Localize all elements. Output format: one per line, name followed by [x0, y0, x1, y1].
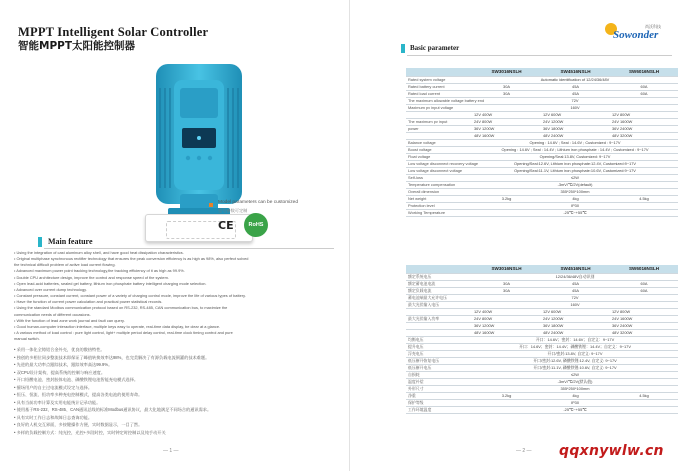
row-label: 净重: [406, 392, 472, 399]
table-row: [406, 406, 678, 413]
model-header-cell: SW6016NSLH: [610, 68, 678, 76]
value-cell: ≤2W: [472, 371, 678, 378]
table-row: [406, 273, 678, 280]
row-label: The maximum allowable voltage battery end: [408, 97, 485, 103]
value-cell: Opening : 14.6V ; Seal : 14.6V ; Customized : 9~17V: [472, 139, 678, 146]
row-label: 最大光伏输入功率: [406, 315, 472, 322]
table-row: [406, 125, 678, 132]
table-row: [406, 111, 678, 118]
table-row: [406, 118, 678, 125]
value-cell: Opening : 14.6V ; Seal : 14.4V ; Lithium iron phosphate : 14.4V ; Customized : 9~17V: [472, 146, 678, 153]
value-cell: 12V 600W: [541, 111, 610, 118]
feature-line: • Advanced over current dump technology.: [14, 286, 87, 292]
value-cell: 24V 1600W: [610, 315, 678, 322]
features-en-list: [14, 250, 336, 342]
table-row: [406, 294, 678, 301]
value-cell: 48V 2400W: [541, 329, 610, 336]
table-row: [406, 301, 678, 308]
feature-line: • Double CPU architecture design, improve the control and response speed of the system.: [14, 274, 169, 280]
value-cell: 30A: [472, 287, 541, 294]
feature-line: • 擅场用户的自主过电流模式设定与选择。: [14, 384, 93, 390]
table-row: [406, 90, 678, 97]
value-cell: 36V 1200W: [472, 125, 541, 132]
spec-table-en: [406, 68, 678, 217]
value-cell: 48V 3200W: [610, 329, 678, 336]
row-label: Net weight: [406, 195, 472, 202]
table-row: [406, 76, 678, 83]
feature-line: • 恒压、恒流、恒功率多种充电控制模式，提高各类电池的使用寿命。: [14, 392, 143, 398]
value-cell: 3.2kg: [472, 392, 541, 399]
note-en: Model parameters can be customized: [218, 200, 298, 205]
value-cell: 45A: [541, 90, 610, 97]
value-cell: 开口/密封:11.1V, 磷酸铁锂:10.6V, 自定义: 9~17V: [472, 364, 678, 371]
model-header-cell: SW6016NSLH: [610, 265, 678, 273]
value-cell: 12V 800W: [610, 111, 678, 118]
model-header-cell: SW4516NSLH: [541, 68, 610, 76]
value-cell: Automatic identification of 12/24/36/48V: [472, 76, 678, 83]
value-cell: 4.5kg: [610, 392, 678, 399]
row-label: [406, 329, 472, 336]
feature-line: • 开口铅酸电池、密封胶体电池、磷酸铁锂电池智能充电模式选择。: [14, 377, 139, 383]
row-label: 外形尺寸: [406, 385, 472, 392]
value-cell: 24V 1600W: [610, 118, 678, 125]
table-row: [406, 188, 678, 195]
row-label: 额定蓄电池电流: [406, 280, 472, 287]
header-cell: [406, 265, 472, 273]
row-label: Rated battery current: [406, 83, 472, 90]
section-marker-icon: [38, 237, 42, 247]
value-cell: 开口：14.6V；密封：14.6V；自定义：9~17V: [472, 336, 678, 343]
table-row: [406, 280, 678, 287]
table-row: [406, 287, 678, 294]
value-cell: 72V: [472, 97, 678, 104]
main-feature-heading: Main feature: [48, 237, 93, 246]
feature-line: • 双CPU设计架构，提高系统的控制与响应速度。: [14, 369, 106, 375]
value-cell: 24V 800W: [472, 315, 541, 322]
value-cell: 3.2kg: [472, 195, 541, 202]
row-label: Float voltage: [406, 153, 472, 160]
spec-table-cn: [406, 265, 678, 414]
row-label: 保护等级: [406, 399, 472, 406]
feature-line: • 先进的最大功率点跟踪技术，跟踪效率高达99.9%。: [14, 362, 113, 368]
table-row: [406, 378, 678, 385]
row-label: Self-loss: [406, 174, 472, 181]
feature-line: • Advanced maximum power point tracking technology,the tracking efficiency of it as high as 99.9%.: [14, 268, 185, 274]
value-cell: -25℃~+55℃: [472, 406, 678, 413]
table-row: [406, 146, 678, 153]
value-cell: 4kg: [541, 392, 610, 399]
basic-parameter-heading: Basic parameter: [410, 44, 460, 52]
value-cell: 160V: [472, 301, 678, 308]
feature-line: • Using the standard Modbus communication protocol based on RS-232, RS-485, CAN communication bus, to maximize the: [14, 305, 228, 311]
value-cell: 45A: [541, 83, 610, 90]
note-cn: 型号参数可定制: [218, 208, 248, 213]
row-label: Working Temperature: [406, 209, 472, 216]
title-cn: 智能MPPT太阳能控制器: [18, 40, 136, 52]
value-cell: 355*250*100mm: [472, 385, 678, 392]
title-en: MPPT Intelligent Solar Controller: [18, 25, 209, 39]
feature-line: manual switch.: [14, 336, 40, 342]
feature-line: • Have the function of current power calculation and practical power statistical records.: [14, 299, 163, 305]
feature-line: • Open lead-acid batteries, sealed gel battery, lithium iron phosphate battery intelligent charging mode selection.: [14, 280, 207, 286]
table-row: [406, 132, 678, 139]
feature-line: • Constant pressure, constant current, constant power of a variety of charging control mode, improve the life of various types of battery.: [14, 293, 246, 299]
table-header-row: [406, 68, 678, 76]
table-row: [406, 153, 678, 160]
table-row: [406, 392, 678, 399]
value-cell: 36V 2400W: [610, 125, 678, 132]
row-label: 蓄电池端最大允许电压: [406, 294, 472, 301]
value-cell: 48V 1600W: [472, 329, 541, 336]
table-row: [406, 104, 678, 111]
table-header-row: [406, 265, 678, 273]
table-row: [406, 315, 678, 322]
row-label: 最大光伏输入电压: [406, 301, 472, 308]
value-cell: 45A: [541, 287, 610, 294]
feature-line: communication needs of different occasions.: [14, 311, 91, 317]
table-row: [406, 195, 678, 202]
value-cell: -25℃~+55℃: [472, 209, 678, 216]
row-label: 自损耗: [406, 371, 472, 378]
value-cell: 60A: [610, 90, 678, 97]
table-row: [406, 209, 678, 216]
row-label: Temperature compensation: [406, 181, 472, 188]
table-row: [406, 336, 678, 343]
value-cell: 36V 1200W: [472, 322, 541, 329]
model-header-cell: SW3016NSLH: [472, 68, 541, 76]
value-cell: 开口：14.6V；密封：14.4V；磷酸铁锂：14.4V；自定义：9~17V: [472, 343, 678, 350]
table-row: [406, 202, 678, 209]
value-cell: 24V 800W: [472, 118, 541, 125]
row-label: 均衡电压: [406, 336, 472, 343]
value-cell: 4kg: [541, 195, 610, 202]
page-number-left: — 1 —: [163, 448, 179, 454]
table-row: [406, 167, 678, 174]
table-row: [406, 181, 678, 188]
feature-line: • With the function of lead zone work journal and fault can query.: [14, 317, 125, 323]
row-label: 浮充电压: [406, 350, 472, 357]
row-label: Boost voltage: [406, 146, 472, 153]
value-cell: 24V 1200W: [541, 315, 610, 322]
value-cell: Opening/Seal:11.1V, Lithium iron phosphate:10.6V, Customized:9~17V: [472, 167, 678, 174]
page-gutter: [349, 0, 350, 471]
value-cell: 45A: [541, 280, 610, 287]
value-cell: 60A: [610, 287, 678, 294]
row-label: Balance voltage: [406, 139, 472, 146]
value-cell: -3mV/℃/2V(default): [472, 181, 678, 188]
model-header-cell: SW4516NSLH: [541, 265, 610, 273]
section-marker-icon: [401, 44, 405, 53]
row-label: Low voltage disconnect voltage: [406, 167, 472, 174]
logo-text: Sowonder: [613, 29, 659, 41]
row-label: 低压断开电压: [406, 364, 472, 371]
table-row: [406, 322, 678, 329]
value-cell: 36V 2400W: [610, 322, 678, 329]
feature-line: • Using the integration of cast aluminum alloy shell, and have good heat dissipation characteristics.: [14, 250, 184, 255]
value-cell: 48V 3200W: [610, 132, 678, 139]
logo-cn: 尚沃科技: [645, 24, 661, 29]
table-row: [406, 371, 678, 378]
row-label: Rated load current: [406, 90, 472, 97]
value-cell: 12V 400W: [472, 111, 541, 118]
value-cell: 36V 1800W: [541, 125, 610, 132]
value-cell: 48V 1600W: [472, 132, 541, 139]
header-cell: [406, 68, 472, 76]
row-label: [406, 308, 472, 315]
note-bullet-icon: [209, 203, 213, 207]
row-label: Low voltage disconnect recovery voltage: [408, 160, 479, 166]
feature-line: • 采用一体化全铸铝合金外壳，优良的散热特性。: [14, 347, 105, 352]
value-cell: 开口/密封:12.6V, 磷酸铁锂:12.4V, 自定义: 9~17V: [472, 357, 678, 364]
value-cell: 355*250*100mm: [472, 188, 678, 195]
table-row: [406, 385, 678, 392]
feature-line: • 使用基于RS-232、RS-485、CAN通讯总线的标准Modbus通讯协议，最大化地满足不同场合的通讯需求。: [14, 407, 212, 413]
feature-line: • 具有实时工作日志和故障日志查询功能。: [14, 414, 93, 420]
table-row: [406, 350, 678, 357]
row-label: power: [406, 125, 472, 132]
value-cell: 48V 2400W: [541, 132, 610, 139]
table-row: [406, 160, 678, 167]
row-label: 额定系统电压: [406, 273, 472, 280]
value-cell: 30A: [472, 90, 541, 97]
row-label: [406, 111, 472, 118]
feature-line: • 多样的负载控制方式：纯光控，光控+多段时控，实时钟定时控制以及纯手动开关: [14, 430, 166, 436]
features-cn-list: [14, 346, 336, 437]
value-cell: 160V: [472, 104, 678, 111]
row-label: Protection level: [406, 202, 472, 209]
feature-line: • Original multiphase synchronous rectifier technology that ensures the peak conversion efficiency is as high as 98%, also perfect solved: [14, 256, 249, 262]
value-cell: 12V 400W: [472, 308, 541, 315]
table-row: [406, 97, 678, 104]
row-label: 温度补偿: [406, 378, 472, 385]
brand-logo: [605, 22, 675, 44]
row-label: 额定负载电流: [406, 287, 472, 294]
table-row: [406, 329, 678, 336]
row-label: 工作环境温度: [406, 406, 472, 413]
row-label: Rated system voltage: [406, 76, 472, 83]
value-cell: 72V: [472, 294, 678, 301]
model-header-cell: SW3016NSLH: [472, 265, 541, 273]
table-row: [406, 343, 678, 350]
feature-line: • A various method of load control : pure light control, light+ multiple period delay control, real-time clock timing control and pure: [14, 330, 233, 336]
value-cell: Opening/Seal:12.6V, Lithium iron phosphate:12.4V, Customized:9~17V: [472, 160, 678, 167]
row-label: 提升电压: [406, 343, 472, 350]
value-cell: -3mV/℃/2V(默认值): [472, 378, 678, 385]
feature-line: the technical difficult problem of active load current flowing.: [14, 262, 116, 268]
value-cell: 60A: [610, 280, 678, 287]
feature-line: • Good human-computer interaction interface, multiple keys easy to operate, real-time data display, be clear at a glance.: [14, 323, 221, 329]
value-cell: Opening/Seal:13.8V, Customized: 9~17V: [472, 153, 678, 160]
page-number-right: — 2 —: [516, 448, 532, 454]
table-row: [406, 399, 678, 406]
row-label: Overall dimension: [406, 188, 472, 195]
table-row: [406, 364, 678, 371]
table-row: [406, 357, 678, 364]
row-label: [406, 132, 472, 139]
row-label: Maximum pv input voltage: [406, 104, 472, 111]
value-cell: 30A: [472, 83, 541, 90]
ce-mark-icon: CE: [218, 219, 234, 232]
value-cell: ≤2W: [472, 174, 678, 181]
table-row: [406, 83, 678, 90]
value-cell: 12V 600W: [541, 308, 610, 315]
row-label: 低压断开恢复电压: [406, 357, 472, 364]
value-cell: 24V 1200W: [541, 118, 610, 125]
value-cell: 4.5kg: [610, 195, 678, 202]
value-cell: 30A: [472, 280, 541, 287]
divider: [44, 248, 334, 249]
table-row: [406, 139, 678, 146]
table-row: [406, 174, 678, 181]
value-cell: IP30: [472, 399, 678, 406]
feature-line: • 良好的人机交互界面，多按键操作方便，实时数据显示，一目了然。: [14, 422, 143, 428]
value-cell: 12V 800W: [610, 308, 678, 315]
value-cell: 60A: [610, 83, 678, 90]
divider: [407, 55, 672, 56]
row-label: The maximum pv input: [406, 118, 472, 125]
table-row: [406, 308, 678, 315]
value-cell: 12/24/36/48V自动识别: [472, 273, 678, 280]
watermark: qqxnywlw.cn: [559, 443, 664, 459]
row-label: [406, 322, 472, 329]
rohs-icon: RoHS: [244, 213, 268, 237]
feature-line: • 独创的多相位同步整流技术即保证了峰值转换效率达98%，也完美解决了有源负载电流倒灌的技术难题。: [14, 354, 210, 360]
value-cell: 开口/密封:13.8V, 自定义: 9~17V: [472, 350, 678, 357]
value-cell: 36V 1800W: [541, 322, 610, 329]
feature-line: • 具有当前功率计算及实用电能统计记录功能。: [14, 399, 101, 405]
value-cell: IP30: [472, 202, 678, 209]
